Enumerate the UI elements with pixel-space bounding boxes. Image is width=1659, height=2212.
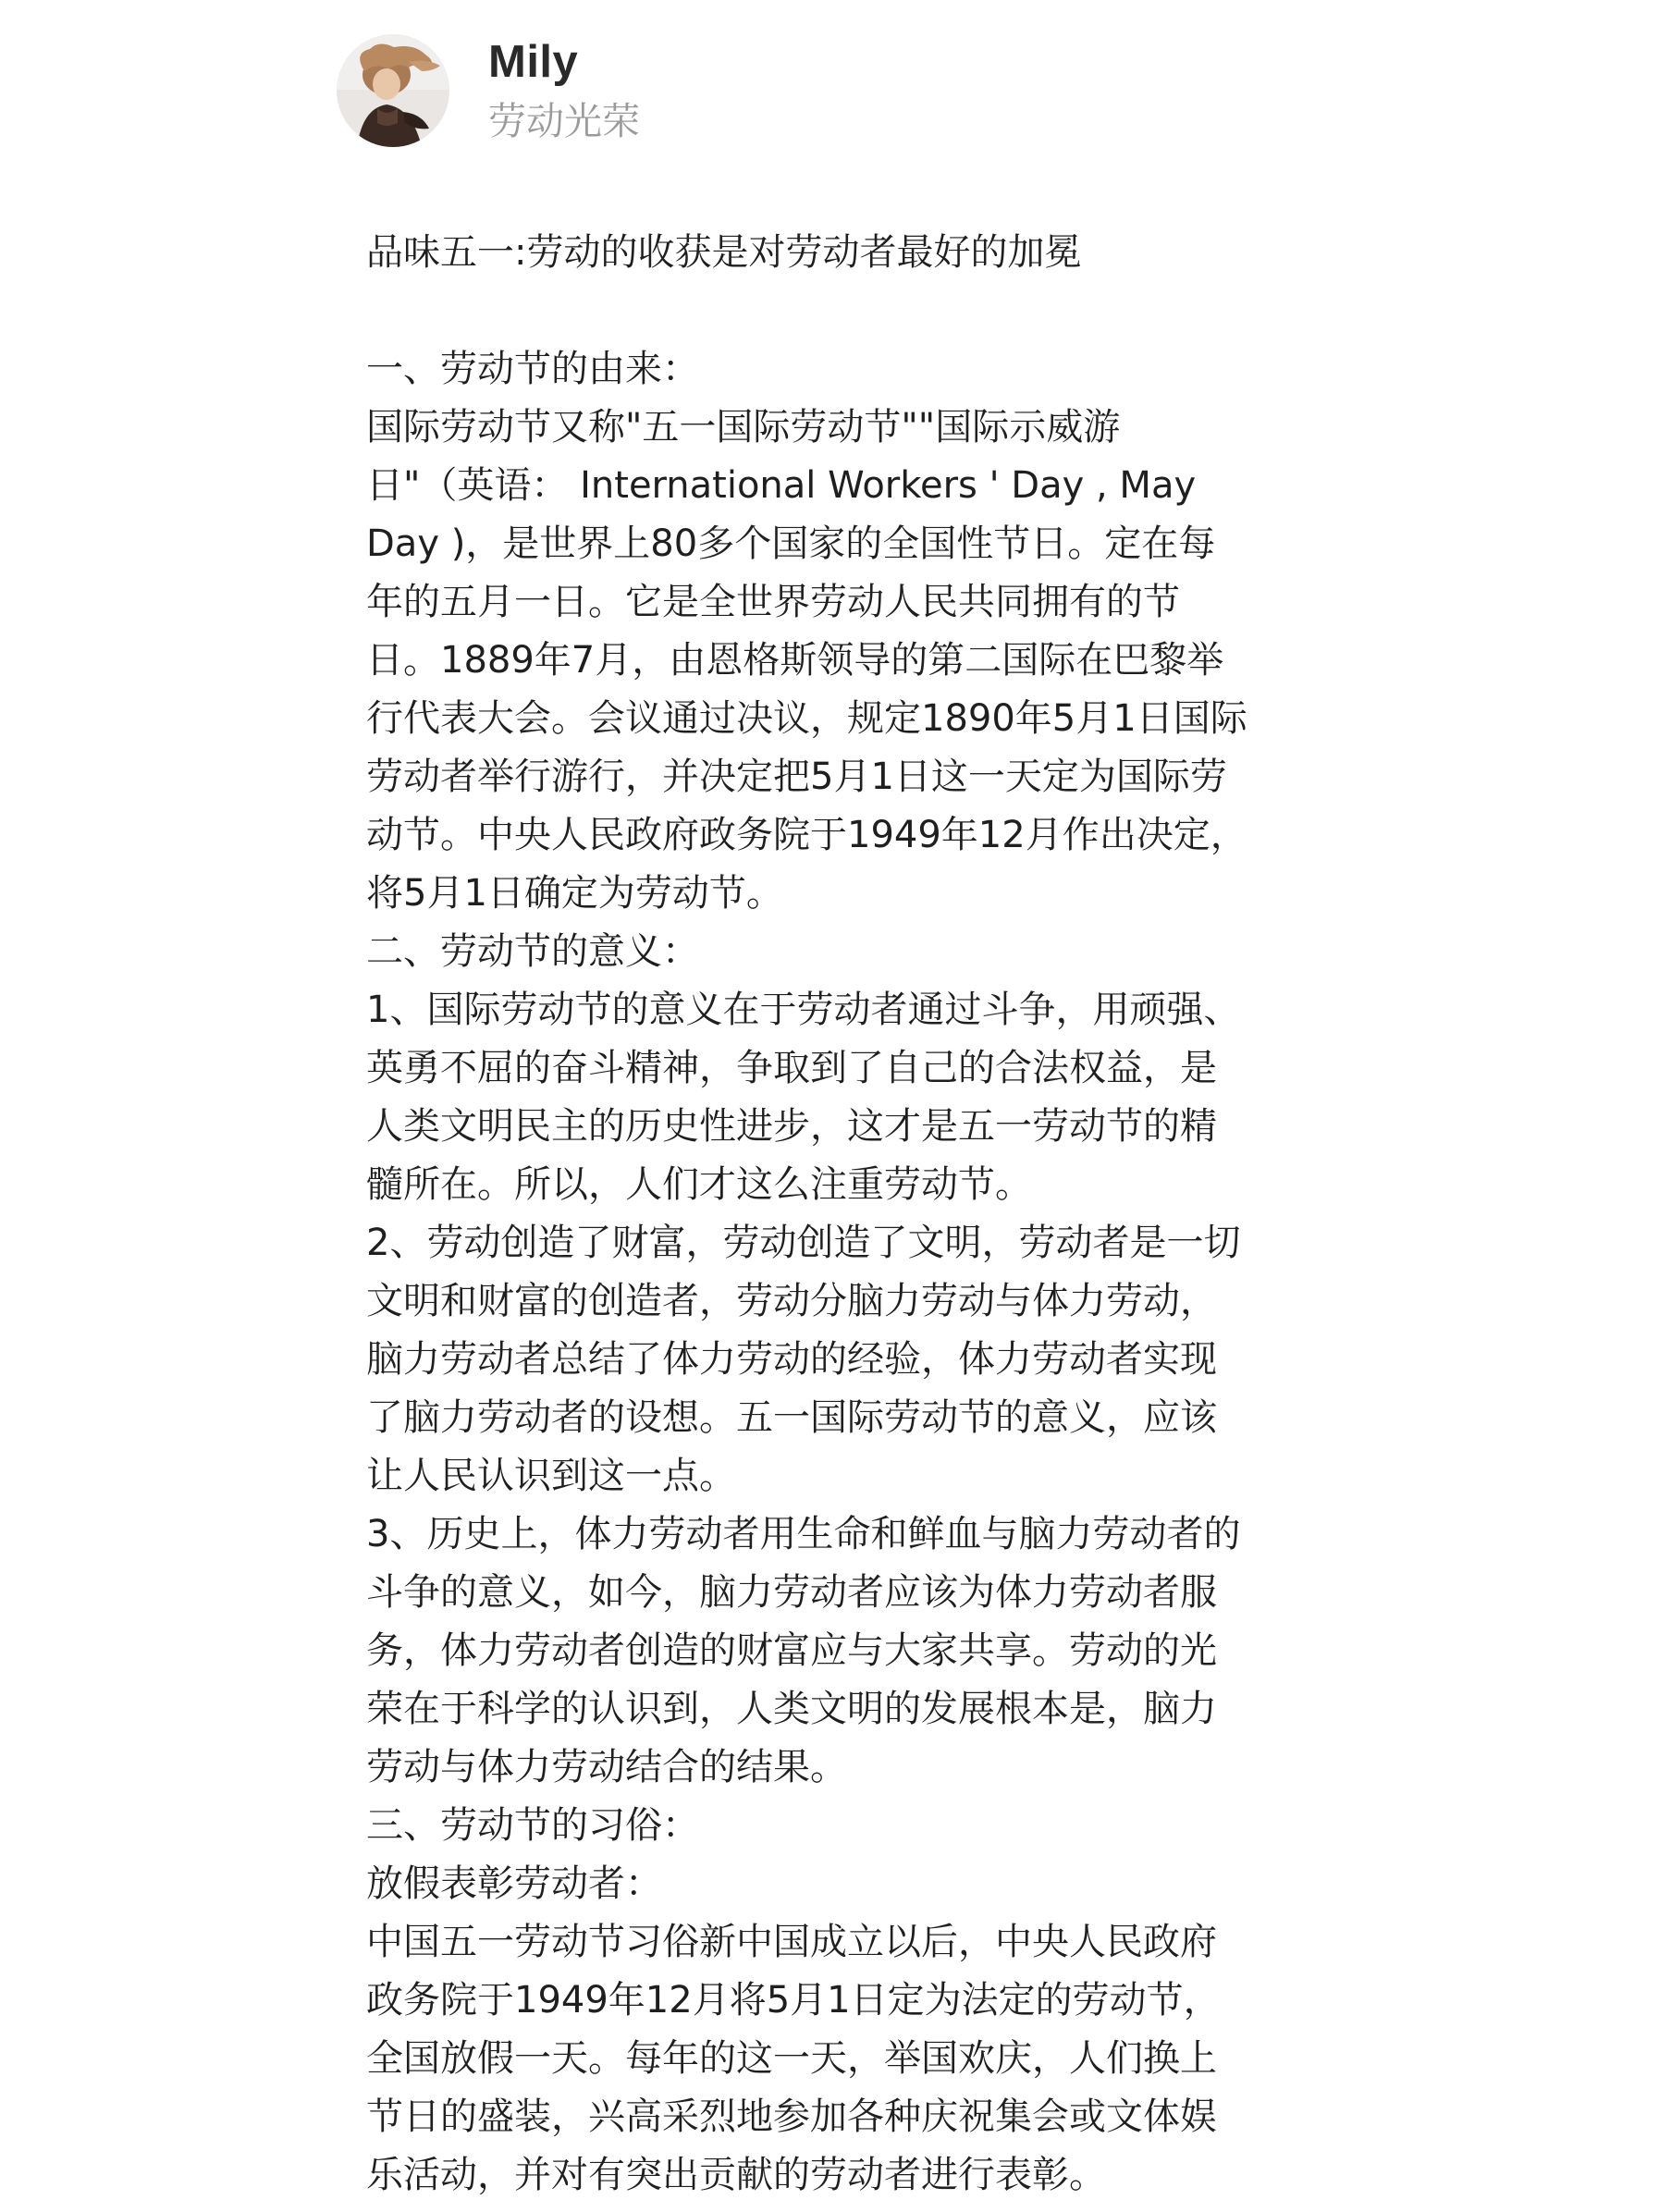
post-header	[337, 33, 640, 148]
article-line: 行代表大会。会议通过决议，规定1890年5月1日国际	[366, 697, 1247, 740]
article-line: 动节。中央人民政府政务院于1949年12月作出决定，	[366, 814, 1247, 856]
article-line: 1、国际劳动节的意义在于劳动者通过斗争，用顽强、	[366, 989, 1241, 1031]
article-line: 劳动与体力劳动结合的结果。	[366, 1746, 847, 1788]
article-title: 品味五一:劳动的收获是对劳动者最好的加冕	[366, 231, 1082, 274]
article-line: 年的五月一日。它是全世界劳动人民共同拥有的节	[366, 581, 1180, 623]
article-line: 英勇不屈的奋斗精神，争取到了自己的合法权益，是	[366, 1047, 1217, 1089]
article-line: 让人民认识到这一点。	[366, 1455, 736, 1497]
article-line: 中国五一劳动节习俗新中国成立以后，中央人民政府	[366, 1921, 1217, 1963]
article-line: 全国放假一天。每年的这一天，举国欢庆，人们换上	[366, 2037, 1217, 2080]
article-line: Day )，是世界上80多个国家的全国性节日。定在每	[366, 522, 1216, 565]
article-line: 日"（英语： International Workers ' Day , May	[366, 464, 1197, 507]
article-line: 脑力劳动者总结了体力劳动的经验，体力劳动者实现	[366, 1338, 1217, 1381]
article-line: 政务院于1949年12月将5月1日定为法定的劳动节，	[366, 1979, 1221, 2022]
article-line: 了脑力劳动者的设想。五一国际劳动节的意义，应该	[366, 1396, 1217, 1439]
paragraph-spacer	[366, 282, 1346, 340]
article-line: 人类文明民主的历史性进步，这才是五一劳动节的精	[366, 1105, 1217, 1148]
avatar-photo-icon	[337, 34, 449, 147]
article-line: 务，体力劳动者创造的财富应与大家共享。劳动的光	[366, 1629, 1217, 1672]
article-line: 三、劳动节的习俗：	[366, 1804, 699, 1847]
article-line: 髓所在。所以，人们才这么注重劳动节。	[366, 1163, 1032, 1206]
user-name[interactable]: Mily	[488, 37, 579, 87]
article-line: 将5月1日确定为劳动节。	[366, 872, 783, 915]
article-line: 二、劳动节的意义：	[366, 930, 699, 973]
article-line: 节日的盛装，兴高采烈地参加各种庆祝集会或文体娱	[366, 2095, 1217, 2138]
article-line: 劳动者举行游行，并决定把5月1日这一天定为国际劳	[366, 756, 1227, 798]
article-line: 国际劳动节又称"五一国际劳动节""国际示威游	[366, 406, 1121, 449]
article-line: 3、历史上，体力劳动者用生命和鲜血与脑力劳动者的	[366, 1513, 1241, 1555]
user-subtitle: 劳动光荣	[488, 99, 640, 143]
article-line: 放假表彰劳动者：	[366, 1862, 662, 1905]
article-line: 2、劳动创造了财富，劳动创造了文明，劳动者是一切	[366, 1222, 1241, 1264]
avatar[interactable]	[337, 34, 449, 147]
article-line: 日。1889年7月，由恩格斯领导的第二国际在巴黎举	[366, 639, 1224, 682]
article-line: 乐活动，并对有突出贡献的劳动者进行表彰。	[366, 2154, 1106, 2196]
article-line: 文明和财富的创造者，劳动分脑力劳动与体力劳动，	[366, 1280, 1217, 1322]
article-lines	[366, 340, 1346, 2205]
user-meta	[488, 34, 640, 147]
article-body	[366, 224, 1346, 2205]
article-line: 荣在于科学的认识到，人类文明的发展根本是，脑力	[366, 1688, 1217, 1730]
article-line: 一、劳动节的由来：	[366, 348, 699, 390]
article-line: 斗争的意义，如今，脑力劳动者应该为体力劳动者服	[366, 1571, 1217, 1614]
